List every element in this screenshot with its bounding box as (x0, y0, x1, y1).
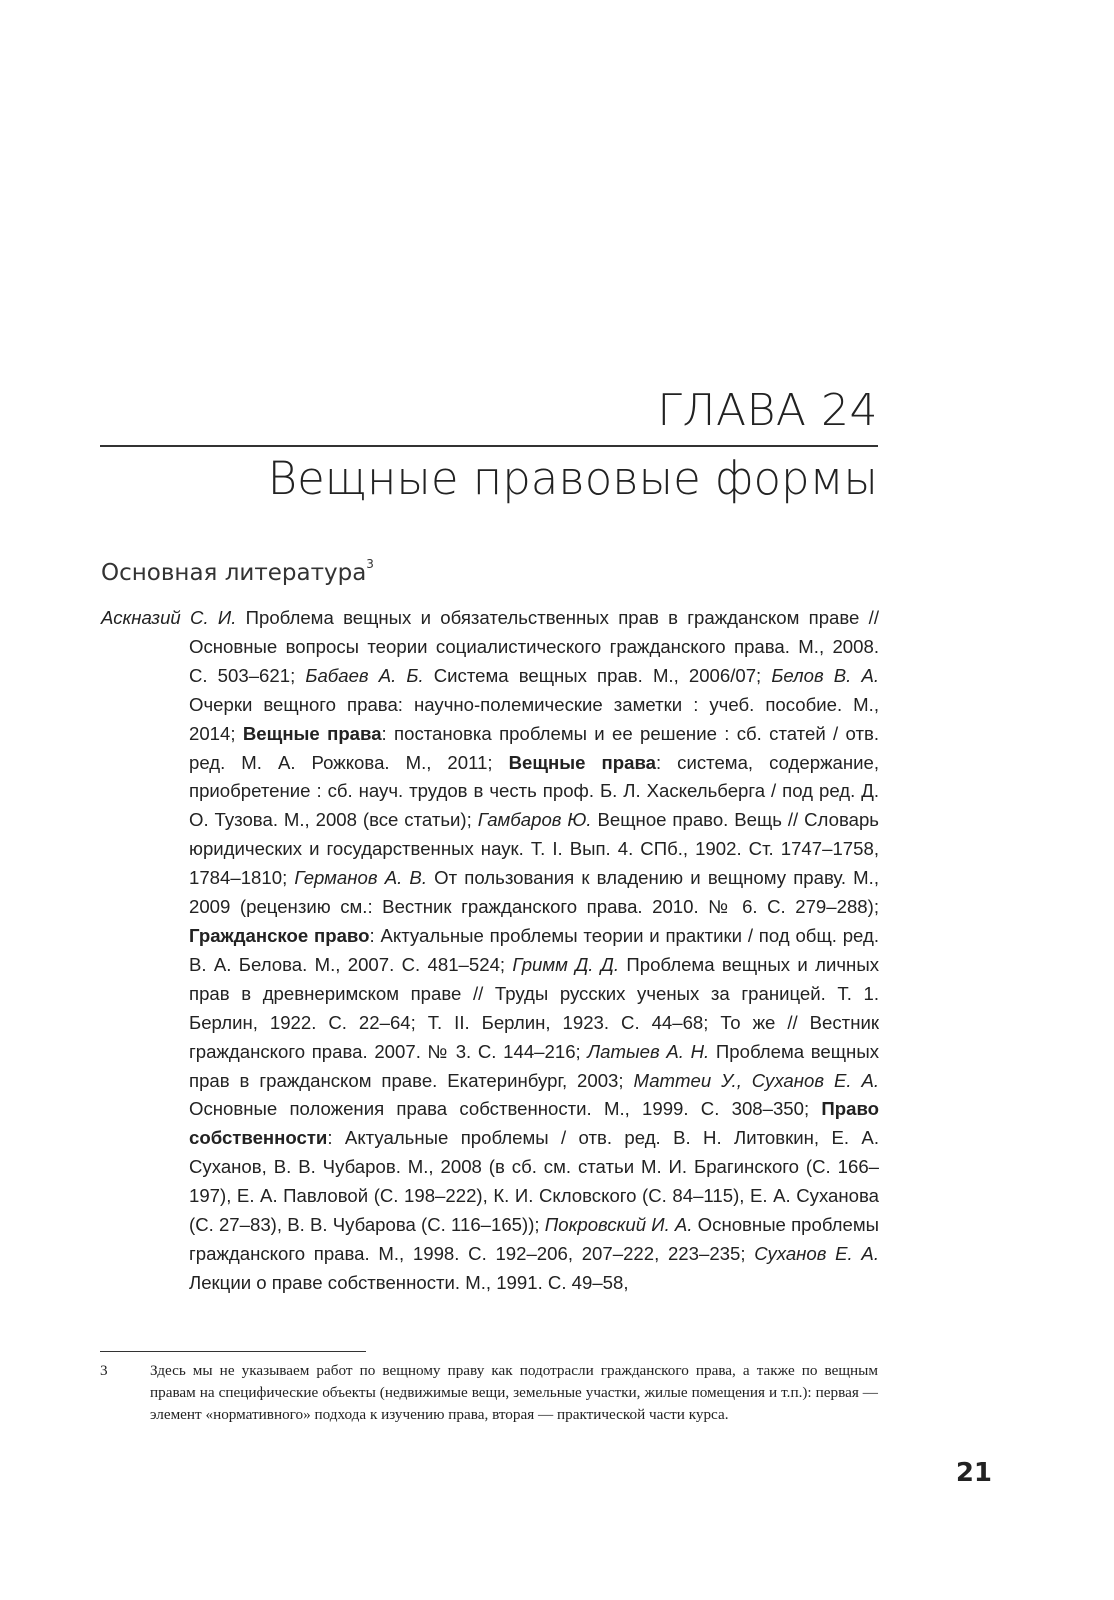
bibliography-text: : Актуальные проблемы / отв. ред. В. Н. Литовкин, Е. А. Суханов, В. В. Чубаров. М., 2008 (в сб. см. статьи М. И. Брагинского (С. 166–197), Е. А. Павловой (С. 198–222), К. И. Скловского (С. 84–115), Е. А. Суханова (С. 27–83), В. В. Чубарова (С. 116–165)); (189, 1127, 879, 1236)
page-number: 21 (955, 1458, 992, 1488)
chapter-number: ГЛАВА 24 (657, 385, 878, 436)
author-name: Маттеи У., Суханов Е. А. (633, 1069, 880, 1091)
bibliography-text: Система вещных прав. М., 2006/07; (423, 664, 772, 686)
bibliography-text: Проблема вещных и личных прав в древнеримском праве // Труды русских ученых за границей. Т. 1. Берлин, 1922. С. 22–64; Т. II. Берлин, 1923. С. 44–68; То же // Вестник гражданского права. 2007. № 3. С. 144–216; (189, 953, 879, 1062)
footnote-text: Здесь мы не указываем работ по вещному праву как подотрасли гражданского права, а также по вещным правам на специфические объекты (недвижимые вещи, земельные участки, жилые помещения и т.п.): первая — элемент «нормативного» подхода к изучению права, вторая — практической части курса. (150, 1362, 878, 1423)
bibliography-text: : Актуальные проблемы теории и практики / под общ. ред. В. А. Белова. М., 2007. С. 481–524; (189, 924, 880, 975)
footnote-reference: 3 (366, 557, 374, 571)
author-name: Гримм Д. Д. (512, 953, 620, 975)
bibliography-text: Основные положения права собственности. М., 1999. С. 308–350; (189, 1098, 822, 1120)
section-heading-text: Основная литература (101, 560, 367, 586)
author-name: Суханов Е. А. (754, 1242, 879, 1264)
author-name: Гамбаров Ю. (477, 809, 592, 831)
author-name: Латыев А. Н. (587, 1040, 710, 1062)
author-name: Бабаев А. Б. (305, 664, 424, 686)
bibliography-text: : система, содержание, приобретение : сб. науч. трудов в честь проф. Б. Л. Хаскельберга / под ред. Д. О. Тузова. М., 2008 (все статьи); (189, 751, 880, 831)
author-name: Покровский И. А. (544, 1214, 693, 1236)
author-name: Аскназий С. И. (101, 607, 237, 628)
author-name: Белов В. А. (771, 664, 880, 686)
bibliography-text: Вещное право. Вещь // Словарь юридических и государственных наук. Т. I. Вып. 4. СПб., 1902. Ст. 1747–1758, 1784–1810; (189, 809, 879, 889)
bibliography-text: : постановка проблемы и ее решение : сб. статей / отв. ред. М. А. Рожкова. М., 2011; (189, 722, 880, 773)
bibliography-text: Очерки вещного права: научно-полемические заметки : учеб. пособие. М., 2014; (189, 693, 879, 744)
chapter-title: Вещные правовые формы (267, 452, 878, 505)
collection-title: Право собственности (189, 1098, 879, 1149)
collection-title: Вещные права (242, 722, 382, 744)
footnote-number: 3 (100, 1362, 108, 1379)
author-name: Германов А. В. (294, 867, 427, 889)
section-heading (101, 557, 374, 586)
bibliography-text: От пользования к владению и вещному праву. М., 2009 (рецензию см.: Вестник гражданского права. 2010. № 6. С. 279–288); (189, 867, 879, 918)
collection-title: Вещные права (508, 751, 656, 773)
bibliography-text: Проблема вещных прав в гражданском праве. Екатеринбург, 2003; (189, 1040, 879, 1091)
collection-title: Гражданское право (189, 924, 370, 946)
bibliography-paragraph (101, 604, 879, 1298)
bibliography-text: Проблема вещных и обязательственных прав в гражданском праве // Основные вопросы теории социалистического гражданского права. М., 2008. С. 503–621; (189, 607, 879, 686)
footnote (100, 1360, 878, 1426)
bibliography-text: Лекции о праве собственности. М., 1991. С. 49–58, (189, 1271, 629, 1293)
footnote-divider (100, 1351, 366, 1352)
bibliography-text: Основные проблемы гражданского права. М., 1998. С. 192–206, 207–222, 223–235; (189, 1214, 879, 1264)
chapter-divider (100, 445, 878, 447)
